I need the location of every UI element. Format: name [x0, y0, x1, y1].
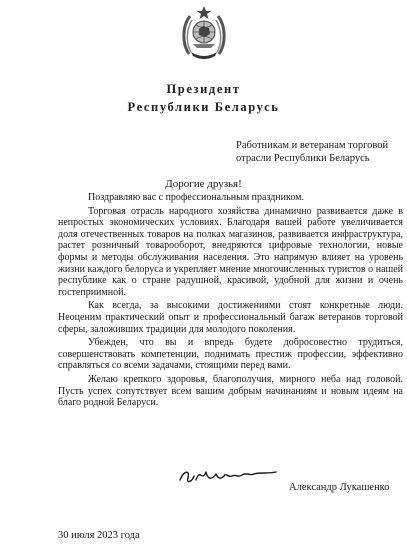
- addressee-line-1: Работникам и ветеранам торговой: [236, 140, 389, 151]
- paragraph: Поздравляю вас с профессиональным праздником.: [88, 192, 304, 203]
- signer-name: Александр Лукашенко: [289, 482, 390, 493]
- letterhead-title: Президент: [166, 82, 241, 96]
- letter-body: [58, 192, 403, 411]
- paragraph: Торговая отрасль народного хозяйства динамично развивается даже в непростых экономических условиях. Благодаря вашей работе увеличивается доля отечественных товаров на полках магазинов, развивается инфраструктура, растет розничный товарооборот, внедряются цифровые технологии, новые формы и методы обслуживания населения. Это напрямую влияет на уровень жизни каждого белоруса и укрепляет мнение многочисленных туристов о нашей республике как о стране радушной, красивой, удобной для жизни и очень гостеприимной.: [58, 205, 403, 298]
- paragraph: Убежден, что вы и впредь будете добросовестно трудиться, совершенствовать компетенции, поднимать престиж профессии, эффективно справляться со всеми задачами, стоящими перед вами.: [58, 337, 403, 372]
- greeting: Дорогие друзья!: [165, 178, 242, 190]
- addressee-line-2: отрасли Республики Беларусь: [236, 152, 370, 164]
- paragraph: Желаю крепкого здоровья, благополучия, мирного неба над головой. Пусть успех сопутствует всем вашим добрым начинаниям и новым идеям на благо родной Беларуси.: [58, 373, 403, 409]
- letterhead-country: Республики Беларусь: [127, 100, 280, 114]
- state-emblem-icon: [181, 4, 227, 62]
- letterhead: [0, 80, 407, 116]
- handwritten-signature: [176, 458, 286, 488]
- letter-date: 30 июля 2023 года: [58, 530, 140, 541]
- addressee: [236, 140, 406, 165]
- paragraph: Как всегда, за высокими достижениями стоят конкретные люди. Неоценим практический опыт и профессиональный багаж ветеранов торговой сферы, заложивших традиции для молодого поколения.: [58, 300, 403, 335]
